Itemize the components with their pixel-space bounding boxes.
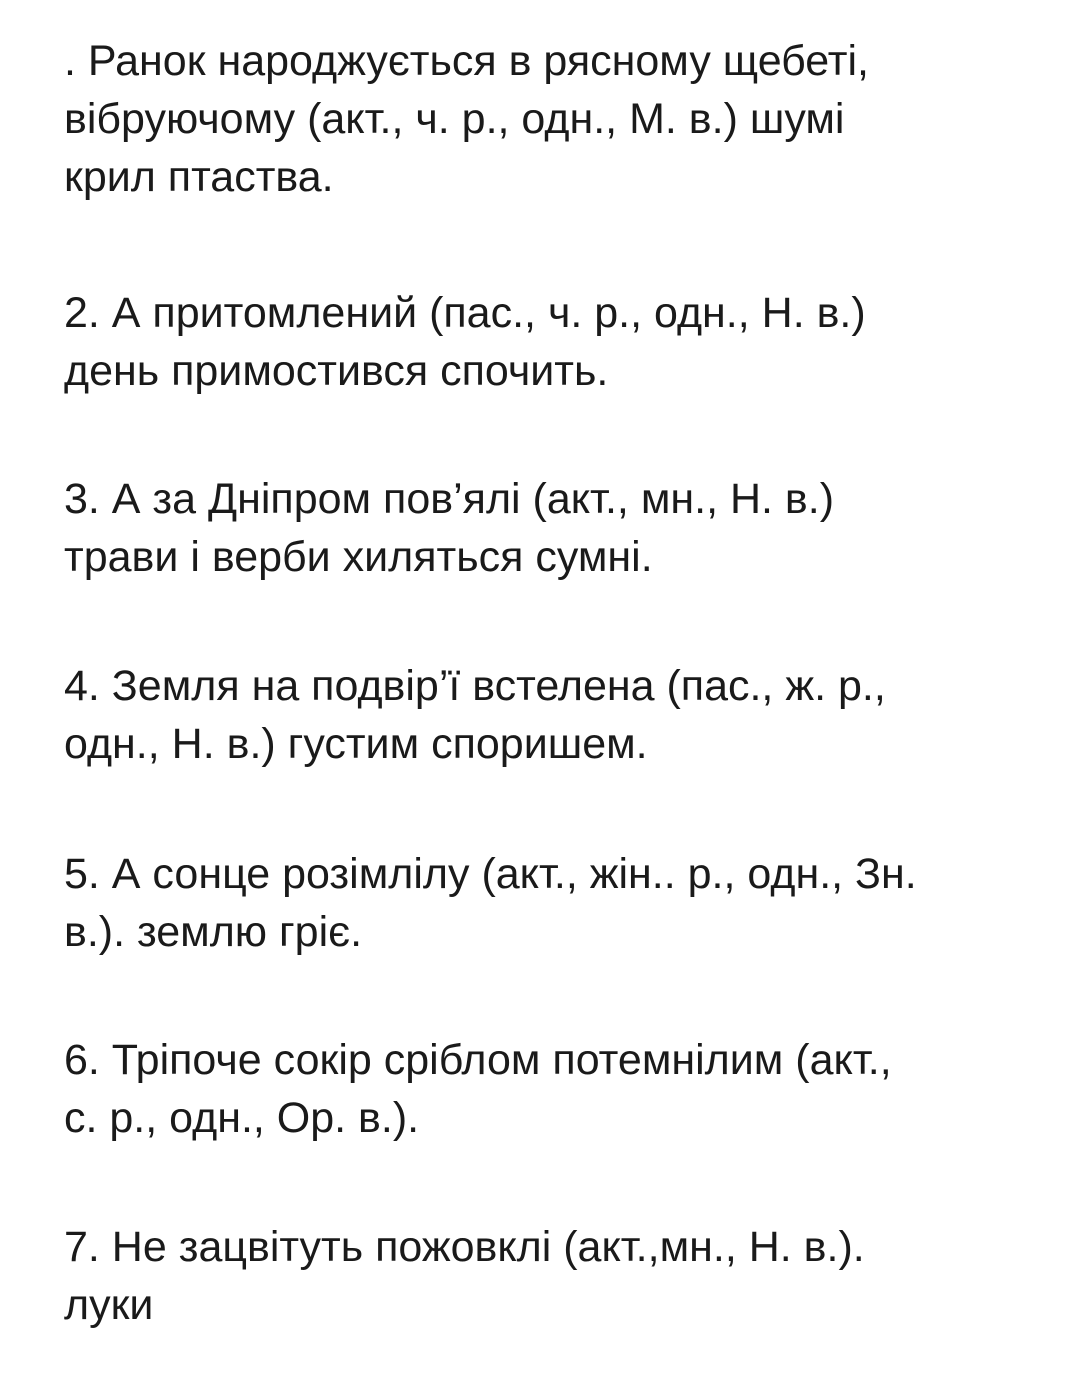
sentence-7-line-1: 7. Не зацвітуть пожовклі (акт.,мн., Н. в.). bbox=[64, 1223, 865, 1271]
sentence-1-line-2: вібруючому (акт., ч. р., одн., М. в.) шумі bbox=[64, 95, 845, 143]
sentence-1-line-1: . Ранок народжується в рясному щебеті, bbox=[64, 37, 869, 85]
sentence-3-line-2: трави і верби хиляться сумні. bbox=[64, 533, 653, 581]
sentence-4-line-2: одн., Н. в.) густим споришем. bbox=[64, 720, 648, 768]
sentence-paragraph-2 bbox=[64, 284, 1054, 400]
sentence-4-line-1: 4. Земля на подвір’ї встелена (пас., ж. р., bbox=[64, 662, 886, 710]
sentence-paragraph-5 bbox=[64, 845, 1054, 961]
sentence-3-line-1: 3. А за Дніпром пов’ялі (акт., мн., Н. в.) bbox=[64, 475, 835, 523]
sentence-1-line-3: крил птаства. bbox=[64, 153, 334, 201]
sentence-paragraph-7 bbox=[64, 1218, 1054, 1334]
sentence-2-line-1: 2. А притомлений (пас., ч. р., одн., Н. в.) bbox=[64, 289, 866, 337]
sentence-5-line-1: 5. А сонце розімлілу (акт., жін.. р., одн., Зн. bbox=[64, 850, 917, 898]
sentence-6-line-2: с. р., одн., Ор. в.). bbox=[64, 1094, 420, 1142]
sentence-paragraph-6 bbox=[64, 1031, 1054, 1147]
sentence-paragraph-3 bbox=[64, 470, 1054, 586]
sentence-7-line-2: луки bbox=[64, 1281, 154, 1329]
sentence-paragraph-1 bbox=[64, 32, 1054, 206]
sentence-paragraph-4 bbox=[64, 657, 1054, 773]
sentence-6-line-1: 6. Тріпоче сокір сріблом потемнілим (акт., bbox=[64, 1036, 892, 1084]
sentence-5-line-2: в.). землю гріє. bbox=[64, 908, 363, 956]
sentence-2-line-2: день примостився спочить. bbox=[64, 347, 609, 395]
